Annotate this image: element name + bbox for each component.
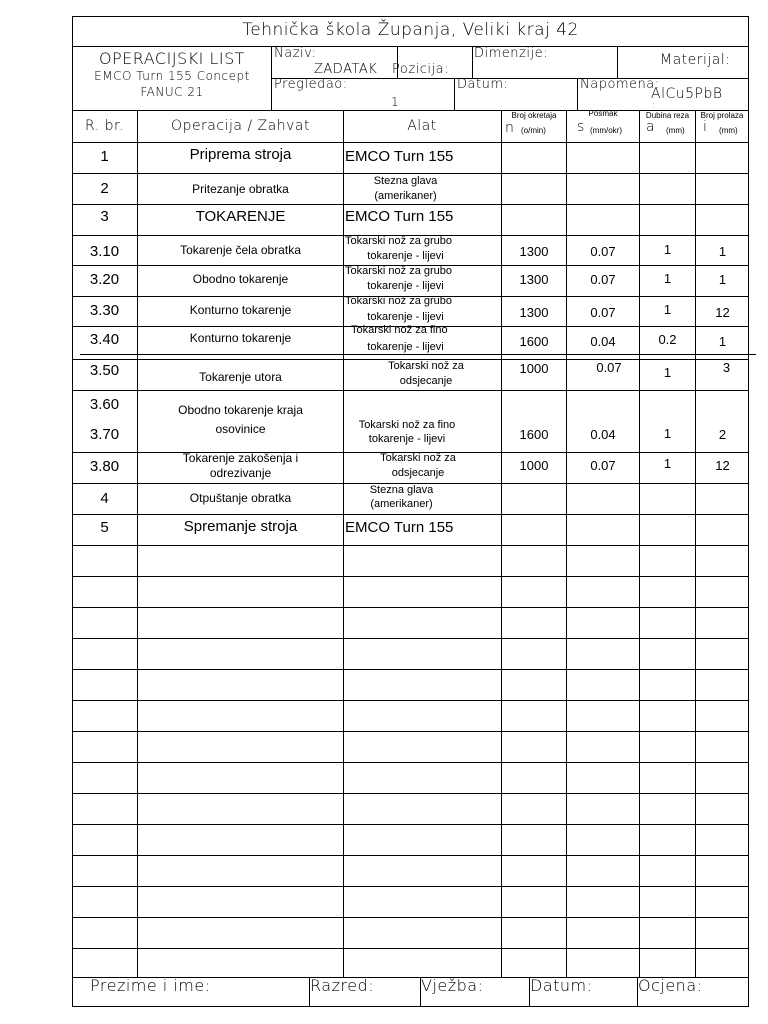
row-1-op: Priprema stroja — [189, 146, 292, 164]
row-380-s: 0.07 — [590, 458, 616, 474]
header-vline-6 — [577, 78, 578, 110]
row-340-op: Konturno tokarenje — [189, 330, 292, 345]
row-360-n: 1600 — [519, 427, 549, 443]
row-360-op-line2: osovinice — [215, 422, 266, 437]
row-350-alat-line1: Tokarski nož za — [388, 359, 464, 372]
row-4-op: Otpuštanje obratka — [189, 490, 292, 505]
row-360-a: 1 — [663, 426, 672, 442]
row-320-n: 1300 — [519, 272, 549, 288]
row-340-n: 1600 — [519, 334, 549, 350]
col-s-unit: (mm/okr) — [590, 126, 622, 135]
row-340-alat-line2: tokarenje - lijevi — [367, 340, 444, 353]
row-350-a: 1 — [663, 365, 672, 381]
row-330-alat-line2: tokarenje - lijevi — [367, 310, 444, 323]
col-alat: Alat — [407, 117, 437, 134]
header-vline-4 — [617, 46, 618, 78]
machine-label: EMCO Turn 155 Concept — [94, 68, 250, 83]
row-3-rbr: 3 — [100, 208, 109, 226]
row-320-s: 0.07 — [590, 272, 616, 288]
col-i-top: Broj prolaza — [700, 110, 744, 120]
row-380-op-line2: odrezivanje — [209, 465, 272, 480]
row-310-rbr: 3.10 — [89, 243, 120, 261]
row-310-alat-line2: tokarenje - lijevi — [367, 249, 444, 262]
row-380-op-line1: Tokarenje zakošenja i — [182, 450, 299, 465]
row-line — [72, 731, 749, 732]
row-320-alat-line2: tokarenje - lijevi — [367, 279, 444, 292]
row-2-alat-line2: (amerikaner) — [374, 189, 437, 202]
row-line — [72, 886, 749, 887]
row-370-rbr: 3.70 — [89, 426, 120, 444]
row-360-i: 2 — [718, 427, 727, 443]
row-1-alat: EMCO Turn 155 — [345, 148, 454, 165]
footer-razred: Razred: — [310, 976, 375, 995]
header-vline-3 — [472, 46, 473, 78]
row-310-n: 1300 — [519, 244, 549, 260]
col-a-top: Dubina reza — [645, 110, 690, 120]
row-line — [72, 700, 749, 701]
col-n-top: Broj okretaja — [511, 110, 557, 120]
vline-op — [343, 110, 344, 977]
col-i-sym: i — [703, 119, 708, 135]
col-a-unit: (mm) — [666, 126, 685, 135]
row-330-alat-line1: Tokarski nož za grubo — [345, 295, 452, 307]
row-330-s: 0.07 — [590, 305, 616, 321]
col-n-unit: (o/min) — [521, 126, 546, 135]
col-a-sym: a — [646, 119, 656, 135]
row-380-rbr: 3.80 — [89, 458, 120, 476]
row-5-alat: EMCO Turn 155 — [345, 519, 454, 536]
col-s-top: Posmak — [588, 108, 618, 118]
napomena-value: : — [652, 101, 656, 111]
school-title: Tehnička škola Županja, Veliki kraj 42 — [242, 20, 579, 41]
row-330-n: 1300 — [519, 305, 549, 321]
col-s-sym: s — [577, 119, 585, 135]
row-330-i: 12 — [715, 305, 730, 321]
row-340-s: 0.04 — [590, 334, 616, 350]
row-5-rbr: 5 — [100, 519, 109, 537]
sheet-title: OPERACIJSKI LIST — [98, 48, 246, 68]
row-350-rbr: 3.50 — [89, 362, 120, 380]
row-line — [72, 793, 749, 794]
row-310-i: 1 — [718, 244, 727, 260]
row-5-op: Spremanje stroja — [183, 518, 298, 536]
footer-vjezba: Vježba: — [421, 976, 484, 995]
row-360-s: 0.04 — [590, 427, 616, 443]
row-line — [72, 545, 749, 546]
row-2-alat-line1: Stezna glava — [373, 174, 438, 187]
col-operacija: Operacija / Zahvat — [171, 117, 310, 134]
dimenzije-label: Dimenzije: — [474, 46, 548, 61]
row-350-n: 1000 — [519, 361, 549, 377]
row-line — [72, 855, 749, 856]
row-330-a: 1 — [663, 302, 672, 318]
row-4-alat-line2: (amerikaner) — [370, 497, 433, 510]
row-320-op: Obodno tokarenje — [192, 271, 289, 286]
row-350-i: 3 — [722, 360, 731, 376]
row-340-a: 0.2 — [658, 332, 677, 348]
footer-ocjena: Ocjena: — [638, 976, 703, 995]
datum-label: Datum: — [457, 77, 509, 92]
row-330-op: Konturno tokarenje — [189, 302, 292, 317]
row-4-alat-line1: Stezna glava — [369, 483, 434, 496]
row-line — [72, 638, 749, 639]
row-line — [72, 390, 749, 391]
row-350-op: Tokarenje utora — [199, 369, 282, 384]
row-line — [72, 669, 749, 670]
row-3-op: TOKARENJE — [195, 208, 286, 226]
napomena-label: Napomena: — [580, 77, 660, 92]
row-4-rbr: 4 — [100, 490, 109, 508]
row-2-rbr: 2 — [100, 180, 109, 198]
row-360-op-line1: Obodno tokarenje kraja — [178, 403, 303, 418]
row-1-rbr: 1 — [100, 148, 109, 166]
naziv-value: ZADATAK — [314, 62, 378, 77]
row-340-i: 1 — [718, 334, 727, 350]
row-380-n: 1000 — [519, 458, 549, 474]
row-350-alat-line2: odsjecanje — [399, 374, 453, 387]
materijal-label: Materijal: — [660, 52, 731, 68]
footer-datum: Datum: — [530, 976, 593, 995]
col-rbr: R. br. — [85, 117, 124, 134]
row-line — [72, 948, 749, 949]
col-i-unit: (mm) — [719, 126, 738, 135]
row-320-a: 1 — [663, 271, 672, 287]
row-320-i: 1 — [718, 272, 727, 288]
pozicija-value: 1 — [391, 95, 400, 109]
row-320-rbr: 3.20 — [89, 271, 120, 289]
footer-prezime: Prezime i ime: — [90, 976, 211, 995]
row-330-rbr: 3.30 — [89, 302, 120, 320]
row-310-s: 0.07 — [590, 244, 616, 260]
row-380-alat-line1: Tokarski nož za — [380, 451, 456, 464]
col-n-sym: n — [505, 120, 515, 136]
row-2-op: Pritezanje obratka — [192, 181, 289, 196]
row-340-rbr: 3.40 — [89, 331, 120, 349]
control-label: FANUC 21 — [140, 84, 204, 99]
row-320-alat-line1: Tokarski nož za grubo — [345, 265, 452, 277]
row-line-extended — [80, 354, 756, 355]
pozicija-label: Pozicija: — [392, 62, 449, 77]
row-380-a: 1 — [663, 456, 672, 472]
row-line — [72, 762, 749, 763]
header-vline-5 — [454, 78, 455, 110]
row-340-alat-line1: Tokarski nož za fino — [351, 324, 448, 336]
row-360-rbr: 3.60 — [89, 396, 120, 414]
materijal-value: AlCu5PbB — [651, 86, 723, 102]
row-380-alat-line2: odsjecanje — [391, 466, 445, 479]
pregledao-label: Pregledao: — [274, 77, 348, 92]
row-360-alat-line2: tokarenje - lijevi — [368, 432, 446, 445]
row-310-alat-line1: Tokarski nož za grubo — [345, 235, 452, 247]
row-310-a: 1 — [663, 242, 672, 258]
row-line — [72, 576, 749, 577]
row-350-s: 0.07 — [596, 360, 622, 376]
naziv-label: Naziv: — [274, 46, 317, 61]
row-380-i: 12 — [715, 458, 730, 474]
header-divider — [72, 46, 749, 47]
row-310-op: Tokarenje čela obratka — [180, 242, 301, 257]
row-line — [72, 917, 749, 918]
row-line — [72, 607, 749, 608]
row-360-alat-line1: Tokarski nož za fino — [358, 418, 456, 431]
row-3-alat: EMCO Turn 155 — [345, 208, 454, 225]
row-line — [72, 824, 749, 825]
